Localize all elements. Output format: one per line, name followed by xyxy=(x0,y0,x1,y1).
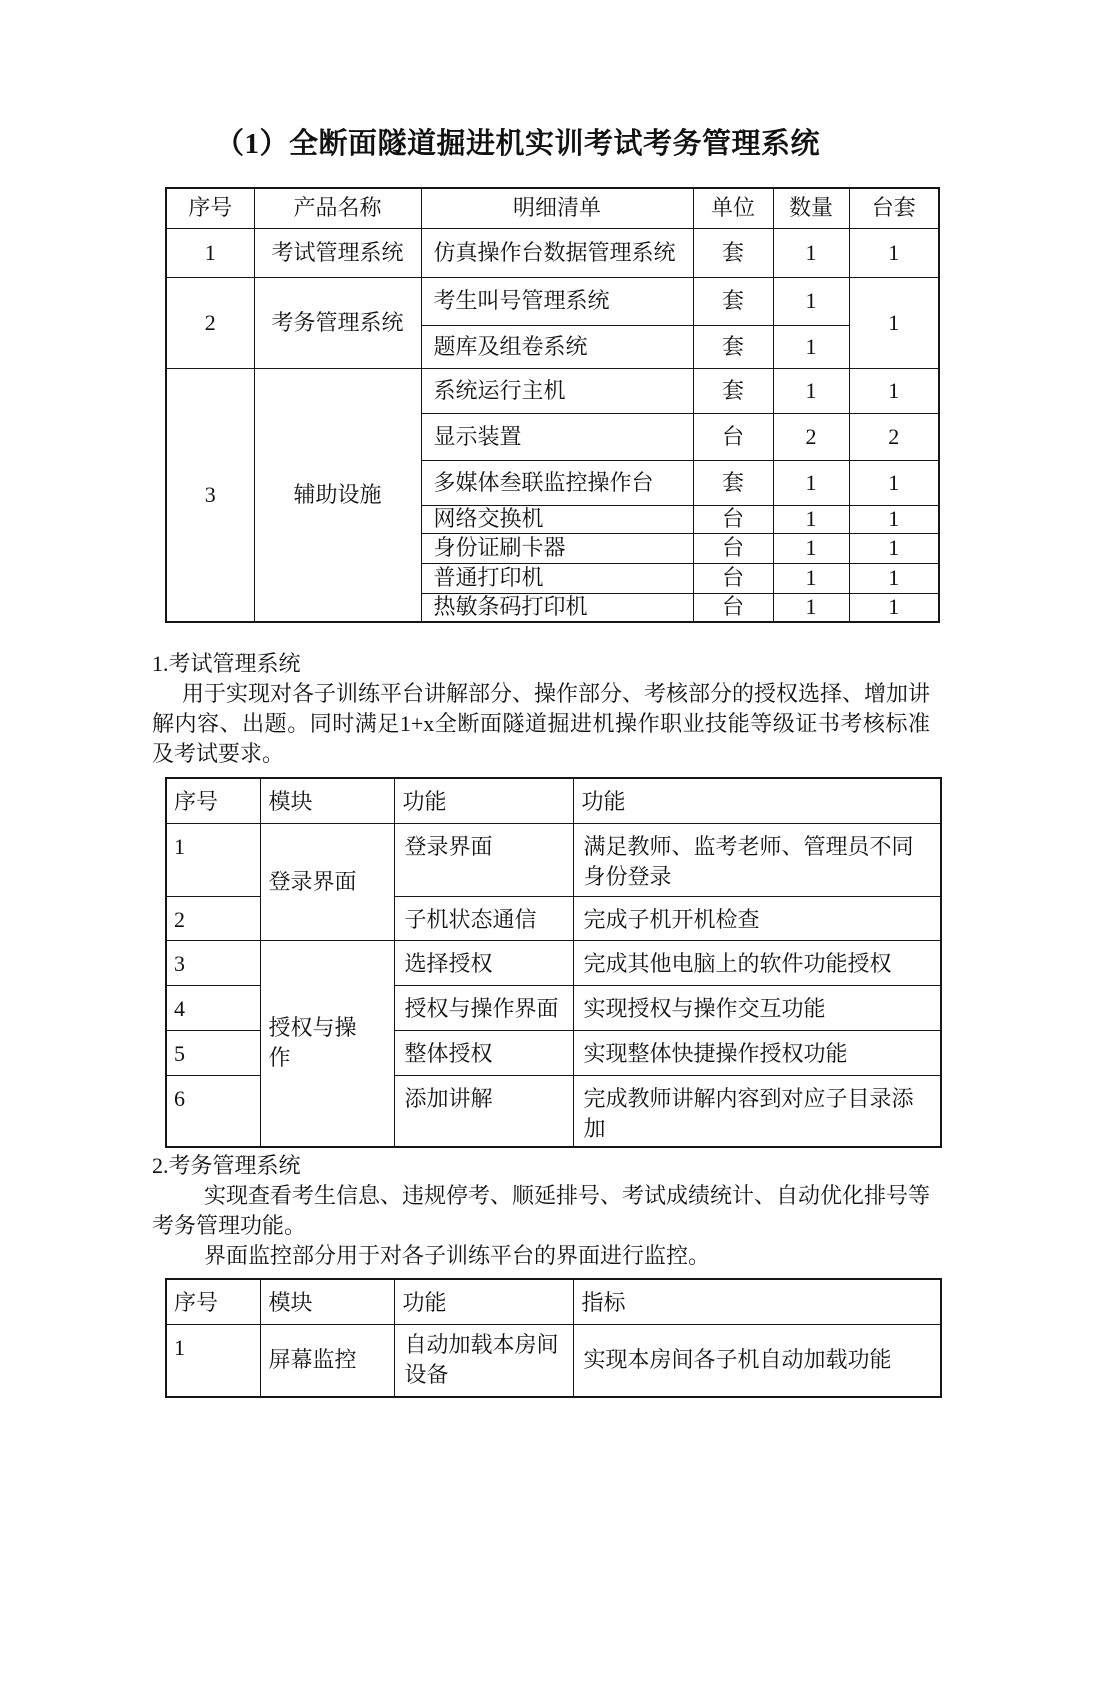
cell-qty: 1 xyxy=(773,593,849,622)
cell-sets: 1 xyxy=(849,277,939,368)
cell-function: 自动加载本房间设备 xyxy=(394,1324,573,1397)
header-cell-indicator: 指标 xyxy=(573,1279,941,1324)
cell-module: 授权与操作 xyxy=(260,940,394,1147)
cell-unit: 套 xyxy=(693,460,773,505)
page-title: （1）全断面隧道掘进机实训考试考务管理系统 xyxy=(215,128,821,160)
section2-heading: 2.考务管理系统 xyxy=(152,1153,301,1178)
cell-item: 系统运行主机 xyxy=(421,368,693,413)
section1-paragraph: 用于实现对各子训练平台讲解部分、操作部分、考核部分的授权选择、增加讲解内容、出题。同时满足1+x全断面隧道掘进机操作职业技能等级证书考核标准及考试要求。 xyxy=(152,681,931,766)
cell-item: 普通打印机 xyxy=(421,563,693,593)
header-cell-function2: 功能 xyxy=(573,778,941,823)
table-row xyxy=(166,368,939,413)
equipment-table xyxy=(165,187,940,623)
cell-sets: 1 xyxy=(849,533,939,563)
cell-seq: 1 xyxy=(166,1324,260,1397)
header-cell-seq: 序号 xyxy=(166,778,260,823)
cell-unit: 套 xyxy=(693,368,773,413)
cell-qty: 1 xyxy=(773,368,849,413)
table-row xyxy=(166,1324,941,1397)
cell-unit: 套 xyxy=(693,228,773,277)
header-cell-unit: 单位 xyxy=(693,188,773,228)
cell-item: 仿真操作台数据管理系统 xyxy=(421,228,693,277)
cell-unit: 套 xyxy=(693,277,773,325)
cell-product-name: 考务管理系统 xyxy=(254,277,421,368)
section2-paragraph-1: 实现查看考生信息、违规停考、顺延排号、考试成绩统计、自动优化排号等考务管理功能。 xyxy=(152,1183,931,1238)
cell-sets: 1 xyxy=(849,228,939,277)
header-cell-module: 模块 xyxy=(260,1279,394,1324)
cell-seq: 5 xyxy=(166,1030,260,1075)
section2-paragraph-2: 界面监控部分用于对各子训练平台的界面进行监控。 xyxy=(204,1243,711,1268)
cell-qty: 1 xyxy=(773,460,849,505)
cell-description: 完成子机开机检查 xyxy=(573,896,941,940)
cell-product-name: 考试管理系统 xyxy=(254,228,421,277)
cell-item: 题库及组卷系统 xyxy=(421,325,693,368)
cell-qty: 1 xyxy=(773,563,849,593)
cell-qty: 1 xyxy=(773,228,849,277)
table-row xyxy=(166,940,941,985)
cell-seq: 6 xyxy=(166,1075,260,1147)
cell-unit: 台 xyxy=(693,533,773,563)
cell-item: 身份证刷卡器 xyxy=(421,533,693,563)
cell-function: 登录界面 xyxy=(394,823,573,896)
cell-seq: 3 xyxy=(166,940,260,985)
cell-seq: 4 xyxy=(166,985,260,1030)
cell-function: 整体授权 xyxy=(394,1030,573,1075)
module-table xyxy=(165,777,942,1148)
cell-item: 热敏条码打印机 xyxy=(421,593,693,622)
header-cell-detail: 明细清单 xyxy=(421,188,693,228)
cell-sets: 1 xyxy=(849,368,939,413)
cell-sets: 1 xyxy=(849,505,939,533)
header-cell-function: 功能 xyxy=(394,1279,573,1324)
header-cell-product: 产品名称 xyxy=(254,188,421,228)
cell-indicator: 实现本房间各子机自动加载功能 xyxy=(573,1324,941,1397)
cell-function: 选择授权 xyxy=(394,940,573,985)
cell-qty: 1 xyxy=(773,533,849,563)
section1-heading: 1.考试管理系统 xyxy=(152,651,301,676)
document-page xyxy=(152,127,952,1398)
cell-unit: 台 xyxy=(693,413,773,460)
equipment-header-row xyxy=(166,188,939,228)
cell-qty: 1 xyxy=(773,325,849,368)
table-row xyxy=(166,823,941,896)
header-cell-function: 功能 xyxy=(394,778,573,823)
cell-description: 实现授权与操作交互功能 xyxy=(573,985,941,1030)
header-cell-seq: 序号 xyxy=(166,1279,260,1324)
cell-unit: 台 xyxy=(693,593,773,622)
monitor-table xyxy=(165,1278,942,1398)
header-cell-sets: 台套 xyxy=(849,188,939,228)
cell-seq: 2 xyxy=(166,896,260,940)
monitor-header-row xyxy=(166,1279,941,1324)
cell-sets: 2 xyxy=(849,413,939,460)
cell-qty: 2 xyxy=(773,413,849,460)
cell-sets: 1 xyxy=(849,563,939,593)
cell-item: 考生叫号管理系统 xyxy=(421,277,693,325)
cell-description: 实现整体快捷操作授权功能 xyxy=(573,1030,941,1075)
table-row xyxy=(166,228,939,277)
cell-qty: 1 xyxy=(773,277,849,325)
cell-seq: 1 xyxy=(166,823,260,896)
cell-description: 完成教师讲解内容到对应子目录添加 xyxy=(573,1075,941,1147)
cell-item: 网络交换机 xyxy=(421,505,693,533)
cell-unit: 台 xyxy=(693,563,773,593)
cell-unit: 套 xyxy=(693,325,773,368)
cell-description: 满足教师、监考老师、管理员不同身份登录 xyxy=(573,823,941,896)
header-cell-module: 模块 xyxy=(260,778,394,823)
header-cell-seq: 序号 xyxy=(166,188,254,228)
cell-item: 显示装置 xyxy=(421,413,693,460)
table-row xyxy=(166,277,939,325)
cell-seq: 2 xyxy=(166,277,254,368)
header-cell-qty: 数量 xyxy=(773,188,849,228)
cell-function: 授权与操作界面 xyxy=(394,985,573,1030)
cell-module: 屏幕监控 xyxy=(260,1324,394,1397)
cell-function: 子机状态通信 xyxy=(394,896,573,940)
cell-sets: 1 xyxy=(849,460,939,505)
module-header-row xyxy=(166,778,941,823)
cell-sets: 1 xyxy=(849,593,939,622)
cell-description: 完成其他电脑上的软件功能授权 xyxy=(573,940,941,985)
cell-unit: 台 xyxy=(693,505,773,533)
cell-product-name: 辅助设施 xyxy=(254,368,421,622)
cell-seq: 1 xyxy=(166,228,254,277)
cell-seq: 3 xyxy=(166,368,254,622)
cell-item: 多媒体叁联监控操作台 xyxy=(421,460,693,505)
cell-function: 添加讲解 xyxy=(394,1075,573,1147)
cell-qty: 1 xyxy=(773,505,849,533)
cell-module: 登录界面 xyxy=(260,823,394,940)
